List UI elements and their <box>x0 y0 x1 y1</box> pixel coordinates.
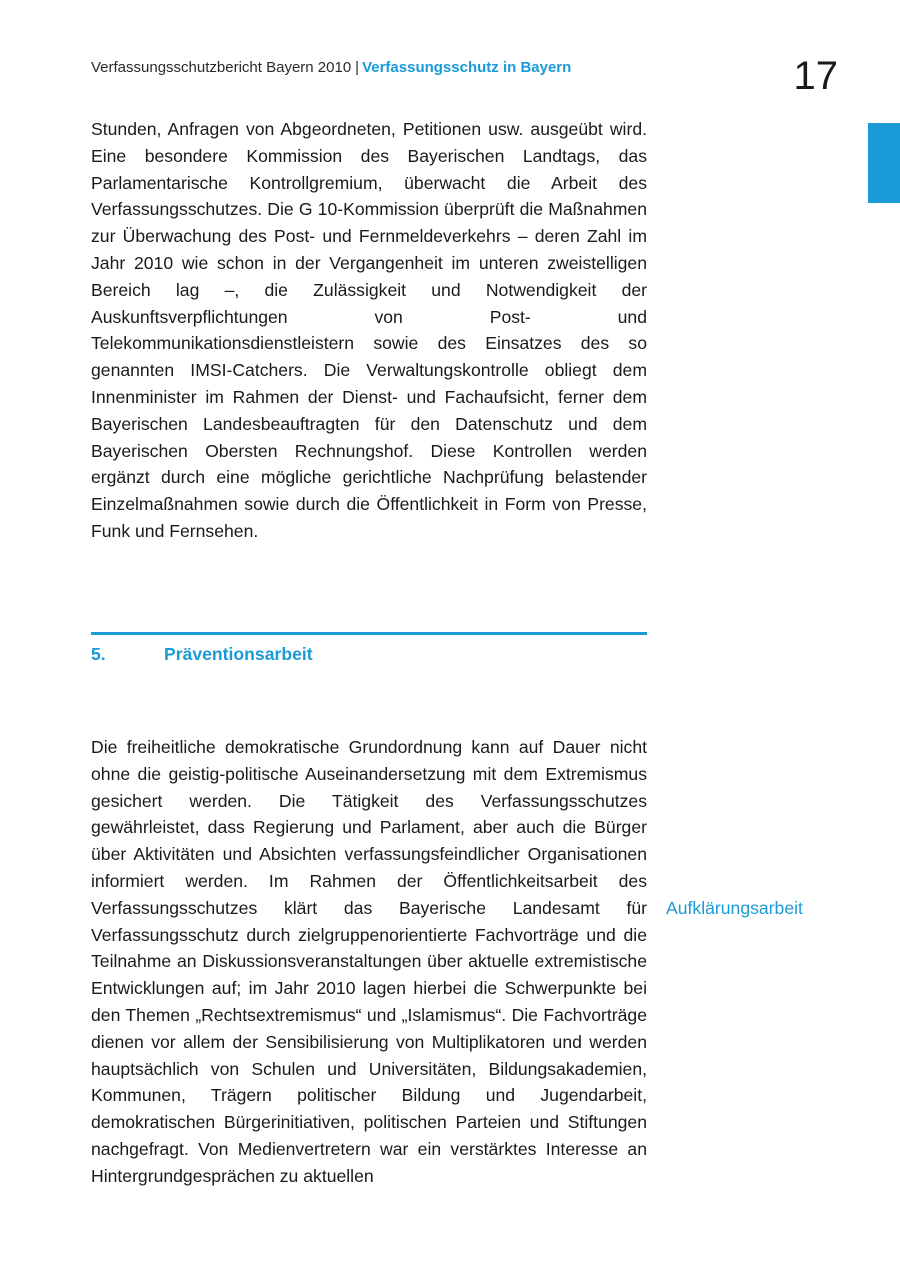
body-paragraph-1: Stunden, Anfragen von Abgeordneten, Petitionen usw. ausgeübt wird. Eine besondere Kommission des Bayerischen Landtags, das Parlamentarische Kontrollgremium, überwacht die Arbeit des Verfassungsschutzes. Die G 10-Kommission überprüft die Maßnahmen zur Überwachung des Post- und Fernmeldeverkehrs – deren Zahl im Jahr 2010 wie schon in der Vergangenheit im unteren zweistelligen Bereich lag –, die Zulässigkeit und Notwendigkeit der Auskunftsverpflichtungen von Post- und Telekommunikationsdienstleistern sowie des Einsatzes des so genannten IMSI-Catchers. Die Verwaltungskontrolle obliegt dem Innenminister im Rahmen der Dienst- und Fachaufsicht, ferner dem Bayerischen Landesbeauftragten für den Datenschutz und dem Bayerischen Obersten Rechnungshof. Diese Kontrollen werden ergänzt durch eine mögliche gerichtliche Nachprüfung belastender Einzelmaßnahmen sowie durch die Öffentlichkeit in Form von Presse, Funk und Fernsehen. <box>91 119 647 541</box>
chapter-thumb-tab <box>868 123 900 203</box>
section-title: Verfassungsschutz in Bayern <box>362 59 572 76</box>
page-number: 17 <box>793 54 838 98</box>
section-heading-title: Präventionsarbeit <box>164 644 313 664</box>
publication-title: Verfassungsschutzbericht Bayern 2010 <box>91 59 352 76</box>
body-paragraph-2: Die freiheitliche demokratische Grundordnung kann auf Dauer nicht ohne die geistig-politische Auseinandersetzung mit dem Extremismus gesichert werden. Die Tätigkeit des Verfassungsschutzes gewährleistet, dass Regierung und Parlament, aber auch die Bürger über Aktivitäten und Absichten verfassungsfeindlicher Organisationen informiert werden. Im Rahmen der Öffentlichkeitsarbeit des Verfassungsschutzes klärt das Bayerische Landesamt für Verfassungsschutz durch zielgruppenorientierte Fachvorträge und die Teilnahme an Diskussionsveranstaltungen über aktuelle extremistische Entwicklungen auf; im Jahr 2010 lagen hierbei die Schwerpunkte bei den Themen „Rechtsextremismus“ und „Islamismus“. Die Fachvorträge dienen vor allem der Sensibilisierung von Multiplikatoren und werden hauptsächlich von Schulen und Universitäten, Bildungsakademien, Kommunen, Trägern politischer Bildung und Jugendarbeit, demokratischen Bürgerinitiativen, politischen Parteien und Stiftungen nachgefragt. Von Medienvertretern war ein verstärktes Interesse an Hintergrundgesprächen zu aktuellen <box>91 737 647 1186</box>
section-heading <box>91 642 647 666</box>
header-separator: | <box>355 59 360 76</box>
running-head <box>91 58 571 78</box>
section-divider <box>91 632 647 635</box>
margin-note: Aufklärungsarbeit <box>666 898 803 918</box>
section-number: 5. <box>91 644 106 664</box>
